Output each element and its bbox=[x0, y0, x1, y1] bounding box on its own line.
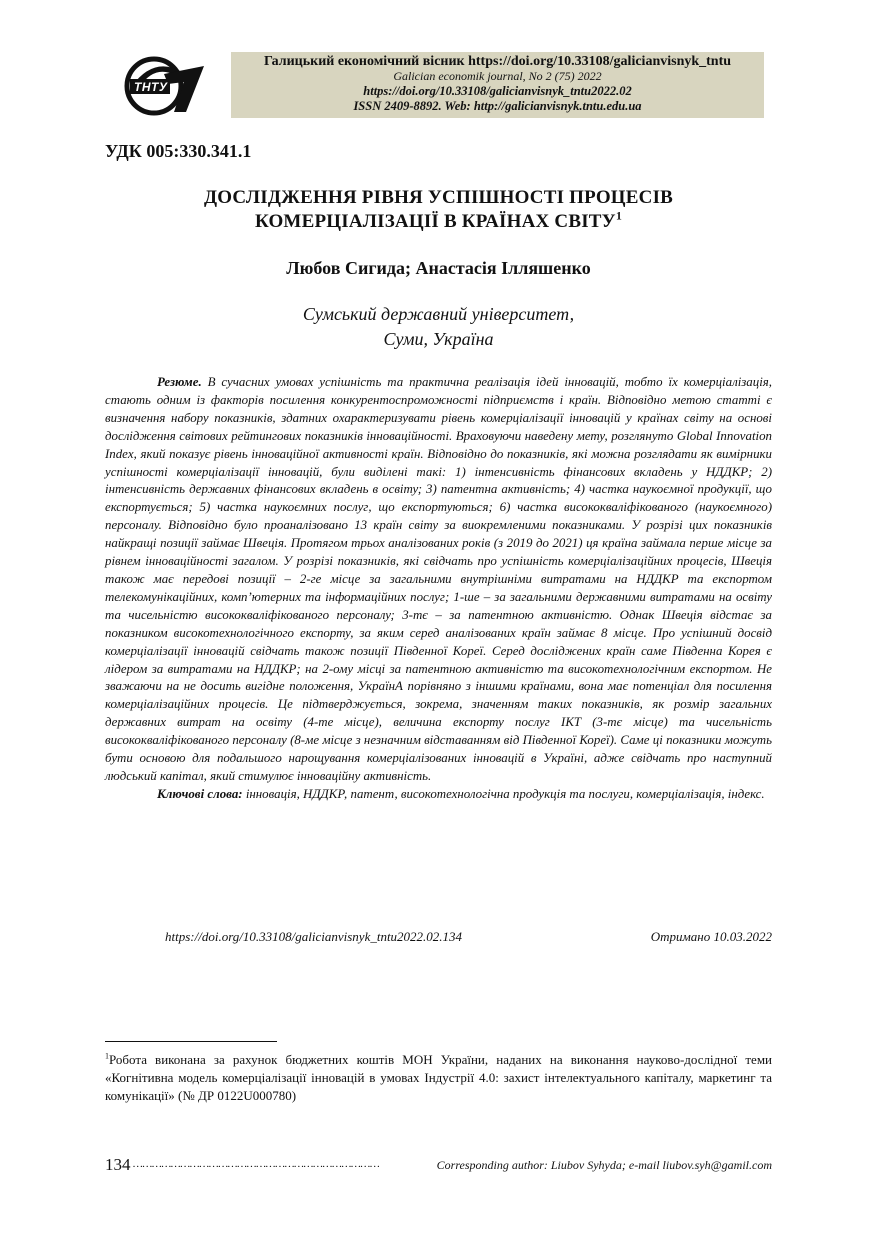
affiliation-line-1: Сумський державний університет, bbox=[302, 304, 575, 324]
authors: Любов Сигида; Анастасія Ілляшенко bbox=[286, 258, 591, 278]
title-line-1: ДОСЛІДЖЕННЯ РІВНЯ УСПІШНОСТІ ПРОЦЕСІВ bbox=[203, 187, 674, 208]
abstract bbox=[105, 374, 772, 804]
journal-header bbox=[231, 52, 764, 118]
received-date: Отримано 10.03.2022 bbox=[650, 929, 772, 944]
page-number: 134 bbox=[105, 1155, 131, 1174]
page-footer bbox=[105, 1155, 772, 1175]
journal-issn: ISSN 2409-8892. Web: http://galicianvisnyk.tntu.edu.ua bbox=[353, 99, 642, 113]
title-line-2-text: КОМЕРЦІАЛІЗАЦІЇ В КРАЇНАХ СВІТУ bbox=[254, 211, 616, 232]
corresponding-author: Corresponding author: Liubov Syhyda; e-mail liubov.syh@gamil.com bbox=[436, 1158, 772, 1172]
footer-leader-dots: …………………………………………………………………… bbox=[133, 1158, 380, 1170]
title-line-2 bbox=[105, 210, 772, 234]
journal-doi: https://doi.org/10.33108/galicianvisnyk_tntu2022.02 bbox=[363, 84, 632, 98]
affiliation-line-2: Суми, Україна bbox=[383, 329, 494, 349]
affiliation bbox=[105, 302, 772, 352]
article-doi-link[interactable]: https://doi.org/10.33108/galicianvisnyk_tntu2022.02.134 bbox=[165, 929, 463, 944]
abstract-text: В сучасних умовах успішність та практична реалізація ідей інновацій, тобто їх комерціалізація, стають одним із факторів посилення конкурентоспроможності підприємств і країн. Відповідно метою статті є визначення набору показників, здатних охарактеризувати рівень комерціалізації інновацій у країнах світу на основі дослідження світових рейтингових показників інноваційності. Враховуючи наведену мету, розглянуто Global Innovation Index, який показує рівень інноваційної активності країн. Відповідно до показників, які можна розглядати як вимірники успішності комерціалізації інновацій, були виділені такі: 1) інтенсивність фінансових вкладень у НДДКР; 2) інтенсивність державних фінансових вкладень в освіту; 3) патентна активність; 4) частка наукоємної продукції, що експортується; 5) частка наукоємних послуг, що експортуються; 6) частка висококваліфікованого (наукоємного) персоналу. Відповідно було проаналізовано 13 країн світу за виокремленими показниками. У розрізі цих показників найкращі позиції займає Швеція. Протягом трьох аналізованих років (з 2019 до 2021) ця країна займала перше місце за рівнем інноваційності загалом. У розрізі показників, які свідчать про успішність комерціалізаційних процесів, Швеція також має передові позиції – 2-ге місце за загальними внутрішніми витратами на НДДКР та експортом телекомунікаційних, комп’ютерних та інформаційних послуг; 1-ше – за загальними державними витратами на освіту та чисельністю висококваліфікованого персоналу; 3-тє – за патентною активністю. Однак Швеція відстає за показником високотехнологічного експорту, за яким серед аналізованих країн займає 8 місце. Про успішний досвід комерціалізації інновацій свідчать також позиції Південної Кореї. Серед досліджених країн саме Південна Корея є лідером за витратами на НДДКР; на 2-ому місці за патентною активністю та високотехнологічним експортом. Не зважаючи на не досить вигідне положення, УкраїнА порівняно з іншими країнами, вона має потенціал для посилення комерціалізаційних процесів. Це підтверджується, зокрема, значенням таких показників, як розмір загальних державних витрат на освіту (4-те місце), величина експорту послуг ІКТ (3-тє місце) та чисельність висококваліфікованого персоналу (8-ме місце з незначним відставанням від Південної Кореї). Саме ці показники можуть бути основою для подальшого нарощування комерціалізованих інновацій в Україні, адже свідчать про наступний людський капітал, який стимулює інноваційну активність. bbox=[105, 375, 772, 783]
keywords-paragraph bbox=[105, 786, 772, 804]
footnote bbox=[105, 1051, 772, 1105]
article-title bbox=[105, 186, 772, 234]
abstract-label: Резюме. bbox=[157, 375, 202, 389]
logo-text: ТНТУ bbox=[134, 80, 168, 94]
journal-logo bbox=[124, 52, 206, 118]
journal-name: Галицький економічний вісник https://doi.org/10.33108/galicianvisnyk_tntu bbox=[263, 54, 732, 69]
footnote-divider bbox=[105, 1041, 277, 1042]
footnote-text: Робота виконана за рахунок бюджетних коштів МОН України, наданих на виконання науково-дослідної теми «Когнітивна модель комерціалізації інновацій в умовах Індустрії 4.0: захист інтелектуального капіталу, маркетинг та комунікації» (№ ДР 0122U000780) bbox=[105, 1052, 772, 1103]
udc-code: УДК 005:330.341.1 bbox=[105, 141, 252, 161]
keywords-text: інновація, НДДКР, патент, високотехнологічна продукція та послуги, комерціалізація, індекс. bbox=[245, 786, 765, 801]
journal-issue: Galician economik journal, No 2 (75) 2022 bbox=[393, 69, 602, 83]
footnote-mark: 1 bbox=[105, 1051, 109, 1061]
title-footnote-mark: 1 bbox=[615, 208, 623, 223]
keywords-label: Ключові слова: bbox=[157, 786, 243, 801]
abstract-paragraph bbox=[105, 374, 772, 786]
